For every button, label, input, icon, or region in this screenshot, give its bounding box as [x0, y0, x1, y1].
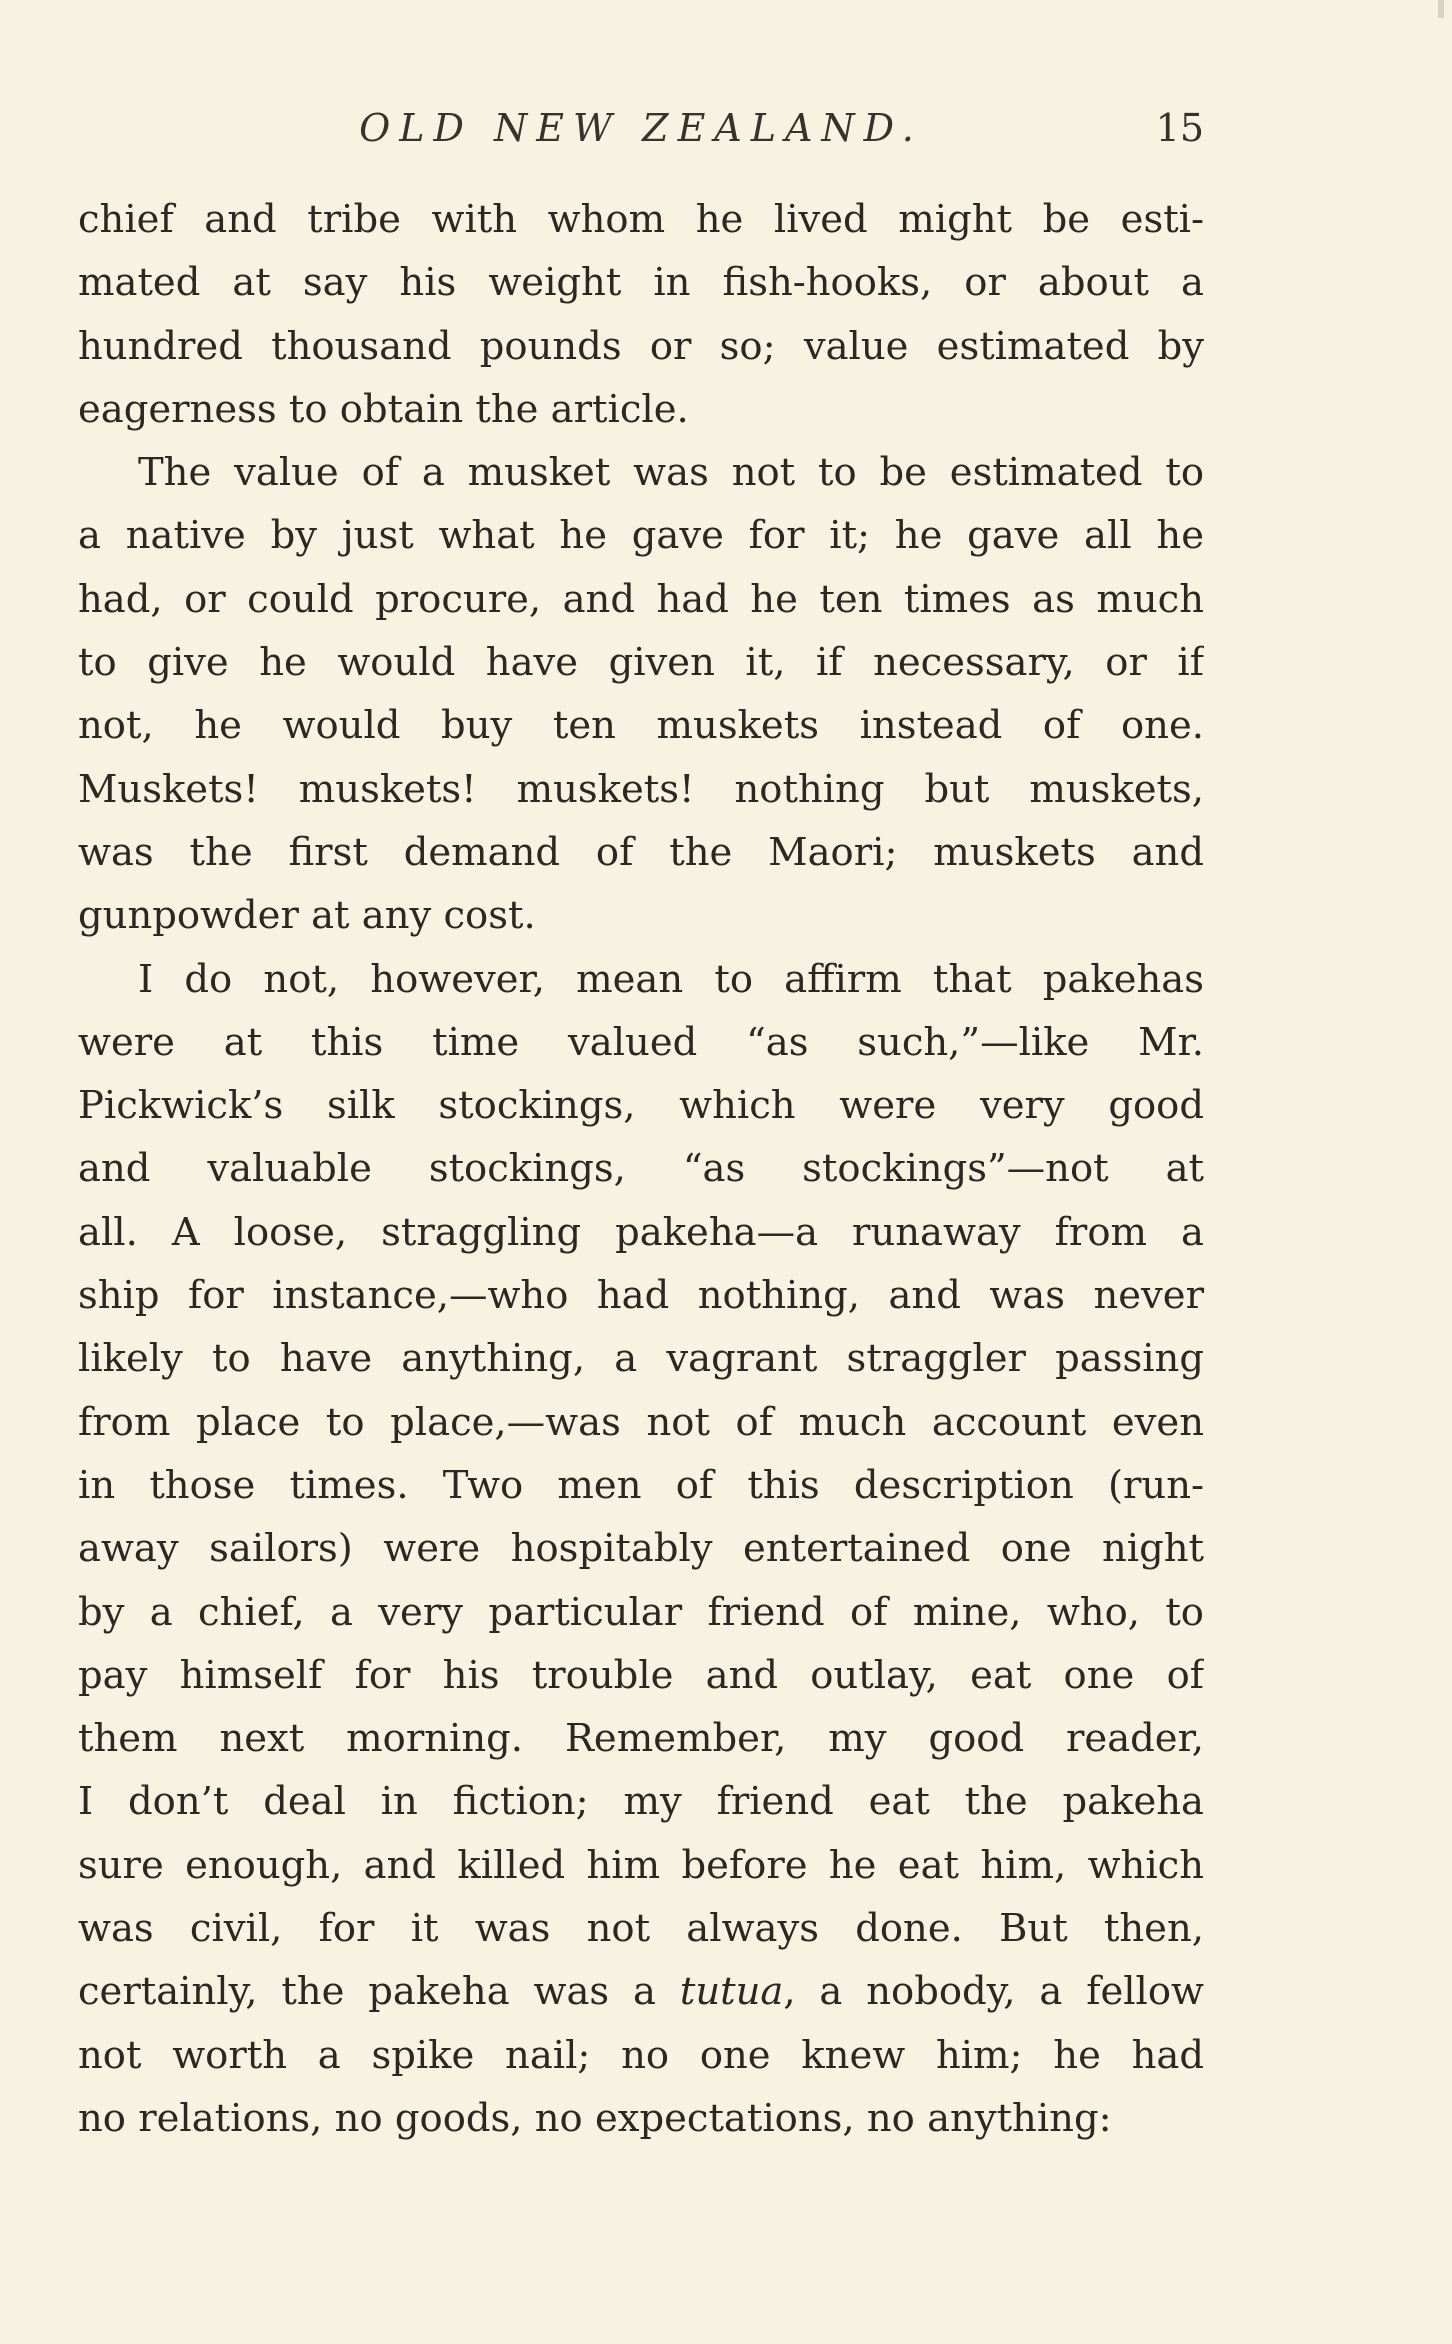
- text-line: was civil, for it was not always done. But then,: [78, 1906, 1204, 1952]
- text-line: in those times. Two men of this description (run-: [78, 1462, 1204, 1508]
- text-line: mated at say his weight in fish-hooks, or about a: [78, 260, 1204, 306]
- text-line: Pickwick’s silk stockings, which were very good: [78, 1083, 1204, 1129]
- body-text: [78, 188, 1204, 2150]
- text-line: chief and tribe with whom he lived might be esti-: [78, 197, 1204, 242]
- text-line: to give he would have given it, if necessary, or if: [78, 640, 1204, 686]
- text-line: away sailors) were hospitably entertained one night: [78, 1526, 1204, 1572]
- italic-word: tutua: [679, 1969, 784, 2015]
- text-line: a native by just what he gave for it; he gave all he: [78, 513, 1204, 559]
- text-line: not worth a spike nail; no one knew him; he had: [78, 2032, 1204, 2078]
- running-title: OLD NEW ZEALAND.: [359, 106, 923, 150]
- page-edge-mark: [1438, 0, 1444, 18]
- text-line: from place to place,—was not of much account even: [78, 1399, 1204, 1445]
- text-line: by a chief, a very particular friend of mine, who, to: [78, 1589, 1204, 1635]
- text-line: The value of a musket was not to be estimated to: [138, 450, 1204, 496]
- text-line: Muskets! muskets! muskets! nothing but muskets,: [78, 766, 1204, 812]
- text-line: likely to have anything, a vagrant straggler passing: [78, 1336, 1204, 1382]
- text-line: them next morning. Remember, my good reader,: [78, 1716, 1204, 1762]
- text-line: all. A loose, straggling pakeha—a runaway from a: [78, 1209, 1204, 1255]
- text-line: and valuable stockings, “as stockings”—not at: [78, 1146, 1204, 1192]
- text-line: no relations, no goods, no expectations, no anything:: [78, 2095, 1112, 2141]
- text-line: eagerness to obtain the article.: [78, 386, 689, 432]
- text-line: hundred thousand pounds or so; value estimated by: [78, 323, 1204, 369]
- text-line: ship for instance,—who had nothing, and was never: [78, 1273, 1204, 1319]
- text-line: gunpowder at any cost.: [78, 893, 536, 939]
- text-line: had, or could procure, and had he ten times as much: [78, 576, 1204, 622]
- text-line: were at this time valued “as such,”—like Mr.: [78, 1019, 1204, 1065]
- page-number: 15: [1155, 106, 1204, 150]
- text-line: I do not, however, mean to affirm that pakehas: [138, 956, 1204, 1002]
- page-header: [78, 100, 1204, 170]
- text-line-with-italic: [78, 1960, 1204, 2023]
- text-line: not, he would buy ten muskets instead of one.: [78, 703, 1204, 749]
- text-line-start: certainly, the pakeha was a: [78, 1969, 680, 2015]
- text-line-end: , a nobody, a fellow: [783, 1969, 1204, 2015]
- text-line: pay himself for his trouble and outlay, eat one of: [78, 1652, 1204, 1698]
- text-line: I don’t deal in fiction; my friend eat the pakeha: [78, 1779, 1204, 1825]
- text-line: was the first demand of the Maori; muskets and: [78, 829, 1204, 875]
- text-line: sure enough, and killed him before he eat him, which: [78, 1842, 1204, 1888]
